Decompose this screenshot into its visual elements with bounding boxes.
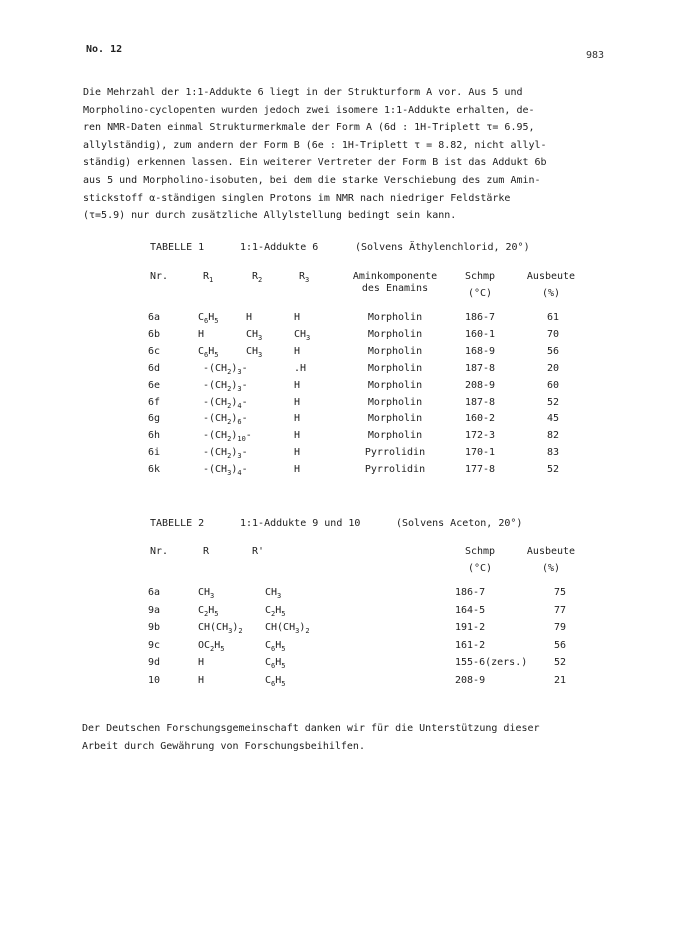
table2-row-rp: $CH(CH_3)_2$ — [265, 622, 310, 636]
table1-row-schmp: 160-1 — [464, 328, 496, 340]
table1-row-r2: H — [246, 312, 253, 323]
table1-header-ausbeute-unit: (%) — [541, 288, 561, 299]
table2-row-rp: $CH_3$ — [265, 587, 282, 600]
table1-row-r1: H — [198, 328, 205, 340]
table1-row-r3: H — [294, 345, 301, 357]
table1-row-amin: Pyrrolidin — [364, 447, 426, 459]
table1-header-amin-line2: des Enamins — [361, 283, 429, 294]
table1-row-amin: Morpholin — [367, 345, 423, 357]
paragraph-line: (τ=5.9) nur durch zusätzliche Allylstellung bedingt sein kann. — [83, 210, 457, 222]
table2-row-r: $C_2H_5$ — [198, 604, 219, 618]
table1-header-schmp: Schmp — [464, 271, 496, 282]
table1-row-ausbeute: 83 — [546, 447, 559, 459]
table1-row-r1r2: $-(CH_2)_{10}-$ — [203, 430, 252, 444]
acknowledgement — [82, 720, 540, 755]
table1-row-r3: H — [294, 447, 301, 459]
table1-row-nr: 6b — [148, 328, 161, 340]
table1-row-ausbeute: 61 — [546, 312, 559, 323]
table2-row-rp: $C_2H_5$ — [265, 604, 286, 618]
table1-row-schmp: 170-1 — [464, 447, 496, 459]
table1-row-schmp: 187-8 — [464, 396, 496, 408]
table1-row-ausbeute: 20 — [546, 362, 559, 374]
table1-row-ausbeute: 56 — [546, 345, 559, 357]
table1-row-r1: $C_6H_5$ — [198, 345, 219, 359]
table2-row-ausbeute: 52 — [553, 657, 566, 669]
table1-row-r3: H — [294, 413, 301, 425]
table1-row-r3: H — [294, 430, 301, 442]
table2-row-schmp: 208-9 — [455, 675, 486, 686]
table1-row-r3: H — [294, 464, 301, 476]
table1-row-schmp: 187-8 — [464, 362, 496, 374]
table1-row-amin: Morpholin — [367, 430, 423, 442]
table1-solvent: (Solvens Äthylenchlorid, 20°) — [355, 242, 530, 253]
table2-row-ausbeute: 75 — [553, 587, 566, 598]
table1-row-r1r2: $-(CH_2)_3-$ — [203, 379, 248, 393]
table2-title: TABELLE 2 — [150, 518, 205, 529]
table2-header-ausbeute: Ausbeute — [526, 546, 576, 557]
table2-row-schmp: 191-2 — [455, 622, 486, 634]
table2-row-schmp: 186-7 — [455, 587, 486, 598]
table2-solvent: (Solvens Aceton, 20°) — [396, 518, 523, 529]
table1-row-amin: Pyrrolidin — [364, 464, 426, 476]
table1-row-ausbeute: 82 — [546, 430, 559, 442]
table1-row-schmp: 208-9 — [464, 379, 496, 391]
table1-row-amin: Morpholin — [367, 413, 423, 425]
paragraph-line: ständig) erkennen lassen. Ein weiterer Vertreter der Form B ist das Addukt 6b — [83, 157, 547, 169]
table1-header-ausbeute: Ausbeute — [526, 271, 576, 282]
table2-row-ausbeute: 21 — [553, 675, 566, 686]
acknowledgement-line: Arbeit durch Gewährung von Forschungsbeihilfen. — [82, 740, 365, 752]
table1-header-nr: Nr. — [150, 271, 169, 282]
table2-row-ausbeute: 77 — [553, 604, 566, 616]
table1-row-r1r2: $-(CH_2)_3-$ — [203, 447, 248, 461]
table1-header-schmp-unit: (°C) — [467, 288, 493, 299]
table2-row-nr: 6a — [148, 587, 161, 598]
table1-row-amin: Morpholin — [367, 396, 423, 408]
table1-row-ausbeute: 70 — [546, 328, 559, 340]
table1-row-r1r2: $-(CH_2)_4-$ — [203, 396, 248, 410]
page-number: 983 — [586, 50, 605, 61]
table2-header-ausbeute-unit: (%) — [541, 563, 561, 574]
journal-number: No. 12 — [86, 44, 123, 55]
table2-row-ausbeute: 79 — [553, 622, 566, 634]
table2-header-schmp-unit: (°C) — [467, 563, 493, 574]
table1-row-amin: Morpholin — [367, 379, 423, 391]
table1-row-nr: 6d — [148, 362, 161, 374]
table1-row-r2: $CH_3$ — [246, 328, 263, 342]
table2-header-rp: R' — [252, 546, 265, 557]
paragraph-line: ren NMR-Daten einmal Strukturmerkmale der Form A (6d : 1H-Triplett τ= 6.95, — [83, 122, 535, 134]
table1-row-schmp: 172-3 — [464, 430, 496, 442]
table2-header-schmp: Schmp — [464, 546, 496, 557]
table1-row-ausbeute: 45 — [546, 413, 559, 425]
table2-row-schmp: 161-2 — [455, 639, 486, 651]
table1-header-r3: $R_3$ — [299, 271, 310, 284]
table1-row-r2: $CH_3$ — [246, 345, 263, 359]
table1-row-ausbeute: 52 — [546, 464, 559, 476]
table1-row-nr: 6k — [148, 464, 161, 476]
table1-row-schmp: 186-7 — [464, 312, 496, 323]
table2-row-r: $CH(CH_3)_2$ — [198, 622, 243, 636]
paragraph-line: stickstoff α-ständigen singlen Protons im NMR nach niedriger Feldstärke — [83, 192, 511, 204]
table1-row-r3: $CH_3$ — [294, 328, 311, 342]
table1-row-r3: H — [294, 396, 301, 408]
table2-row-r: H — [198, 657, 205, 669]
table2-row-ausbeute: 56 — [553, 639, 566, 651]
table2-row-nr: 10 — [148, 675, 161, 686]
table1-row-r1r2: $-(CH_2)_3-$ — [203, 362, 248, 376]
table1-title: TABELLE 1 — [150, 242, 205, 253]
acknowledgement-line: Der Deutschen Forschungsgemeinschaft danken wir für die Unterstützung dieser — [82, 723, 540, 734]
table2-row-r: $OC_2H_5$ — [198, 639, 225, 653]
table2-row-nr: 9d — [148, 657, 161, 669]
table1-header-amin: Aminkomponente — [352, 271, 438, 282]
table2-header-nr: Nr. — [150, 546, 169, 557]
table2-row-nr: 9a — [148, 604, 161, 616]
table1-row-ausbeute: 60 — [546, 379, 559, 391]
table1-header-r2: $R_2$ — [252, 271, 263, 284]
table1-row-nr: 6a — [148, 312, 161, 323]
table2-row-rp: $C_6H_5$ — [265, 657, 286, 671]
table2-row-rp: $C_6H_5$ — [265, 639, 286, 653]
table1-header-r1: $R_1$ — [203, 271, 214, 284]
table1-row-amin: Morpholin — [367, 328, 423, 340]
table2-row-rp: $C_6H_5$ — [265, 675, 286, 688]
table1-row-r3: H — [294, 379, 301, 391]
table1-subtitle: 1:1-Addukte 6 — [240, 242, 319, 253]
table1-row-r1r2: $-(CH_2)_6-$ — [203, 413, 248, 427]
table1-row-nr: 6h — [148, 430, 161, 442]
paragraph-line: allylständig), zum andern der Form B (6e : 1H-Triplett τ = 8.82, nicht allyl- — [83, 139, 547, 151]
table1-row-amin: Morpholin — [367, 312, 423, 323]
paragraph-line: aus 5 und Morpholino-isobuten, bei dem die starke Verschiebung des zum Amin- — [83, 174, 541, 186]
paragraph-line: Die Mehrzahl der 1:1-Addukte 6 liegt in der Strukturform A vor. Aus 5 und — [83, 87, 523, 98]
table1-row-ausbeute: 52 — [546, 396, 559, 408]
table2-row-schmp: 164-5 — [455, 604, 486, 616]
table2-subtitle: 1:1-Addukte 9 und 10 — [240, 518, 361, 529]
table2-row-r: H — [198, 675, 205, 686]
table2-row-nr: 9b — [148, 622, 161, 634]
table1-row-schmp: 160-2 — [464, 413, 496, 425]
table1-row-r1r2: $-(CH_3)_4-$ — [203, 464, 248, 478]
table1-row-nr: 6i — [148, 447, 161, 459]
table1-row-amin: Morpholin — [367, 362, 423, 374]
table1-row-r3: .H — [294, 362, 307, 374]
table1-row-nr: 6e — [148, 379, 161, 391]
table1-row-nr: 6f — [148, 396, 161, 408]
body-paragraph — [83, 84, 613, 225]
table1-row-schmp: 177-8 — [464, 464, 496, 476]
table2-row-r: $CH_3$ — [198, 587, 215, 600]
table1-row-schmp: 168-9 — [464, 345, 496, 357]
table1-row-r1: $C_6H_5$ — [198, 312, 219, 325]
paragraph-line: Morpholino-cyclopenten wurden jedoch zwei isomere 1:1-Addukte erhalten, de- — [83, 104, 535, 116]
table2-row-schmp: 155-6(zers.) — [455, 657, 528, 669]
table2-row-nr: 9c — [148, 639, 161, 651]
table1-row-nr: 6g — [148, 413, 161, 425]
table1-row-nr: 6c — [148, 345, 161, 357]
table2-header-r: R — [203, 546, 210, 557]
table1-row-r3: H — [294, 312, 301, 323]
